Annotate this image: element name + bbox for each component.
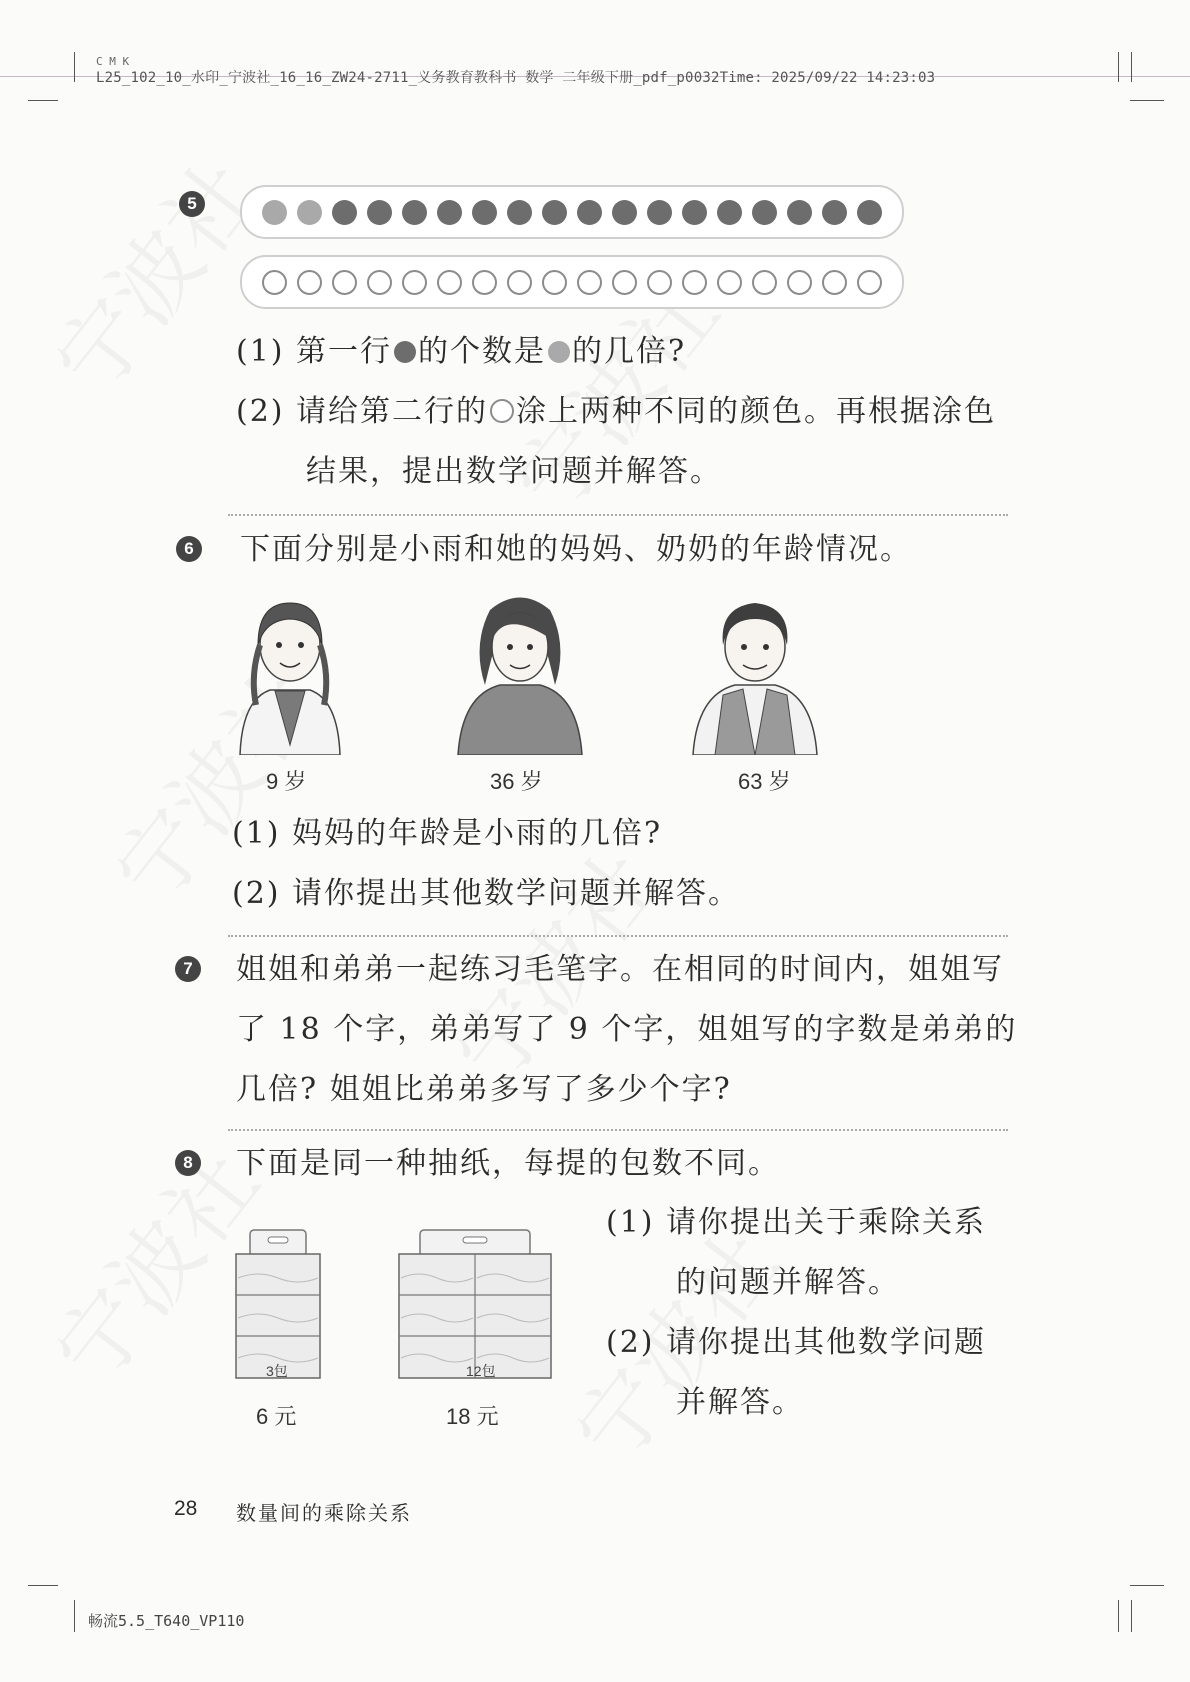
crop-mark — [1131, 1600, 1132, 1632]
problem-number-badge: 8 — [175, 1150, 201, 1176]
print-header-code: L25_102_10_水印_宁波社_16_16_ZW24-2711_义务教育教科书 数学 二年级下册_pdf_p0032Time: 2025/09/22 14:23:03 — [96, 70, 936, 86]
crop-mark — [28, 1585, 58, 1586]
age-label: 9 岁 — [266, 769, 307, 794]
empty-circle — [647, 270, 672, 295]
crop-mark — [1130, 100, 1164, 101]
tissue-pack-small-icon — [228, 1228, 328, 1380]
empty-circle — [717, 270, 742, 295]
empty-circle — [612, 270, 637, 295]
empty-circle — [752, 270, 777, 295]
dot-row-empty — [240, 255, 904, 309]
empty-circle — [332, 270, 357, 295]
crop-mark — [28, 100, 58, 101]
empty-circle — [262, 270, 287, 295]
empty-circle — [822, 270, 847, 295]
problem5-question-2-cont: 结果，提出数学问题并解答。 — [306, 454, 722, 489]
problem-number-badge: 6 — [176, 536, 202, 562]
question-text: (1) 第一行 — [236, 334, 393, 369]
problem8-question-1: (1) 请你提出关于乘除关系 — [606, 1205, 987, 1240]
pack-count-label: 3包 — [266, 1363, 288, 1379]
light-dot — [262, 200, 287, 225]
empty-circle — [682, 270, 707, 295]
dark-dot — [857, 200, 882, 225]
empty-circle-icon — [490, 399, 514, 423]
dark-dot — [717, 200, 742, 225]
dark-dot — [332, 200, 357, 225]
dark-dot — [542, 200, 567, 225]
dark-dot — [367, 200, 392, 225]
light-dot-icon — [548, 341, 570, 363]
dark-dot — [787, 200, 812, 225]
empty-circle — [787, 270, 812, 295]
dark-dot — [822, 200, 847, 225]
question-text: 涂上两种不同的颜色。再根据涂色 — [516, 394, 997, 429]
dark-dot — [507, 200, 532, 225]
dark-dot — [437, 200, 462, 225]
empty-circle — [472, 270, 497, 295]
problem6-question-1: (1) 妈妈的年龄是小雨的几倍? — [232, 816, 663, 851]
crop-mark — [1131, 52, 1132, 82]
problem7-line: 几倍? 姐姐比弟弟多写了多少个字? — [236, 1072, 732, 1107]
question-text: (2) 请给第二行的 — [236, 394, 489, 429]
dot-row-filled — [240, 185, 904, 239]
grandmother-icon — [685, 585, 825, 755]
problem6-intro: 下面分别是小雨和她的妈妈、奶奶的年龄情况。 — [240, 532, 912, 567]
dark-dot — [612, 200, 637, 225]
dark-dot — [752, 200, 777, 225]
dark-dot — [682, 200, 707, 225]
dark-dot — [402, 200, 427, 225]
price-label: 6 元 — [256, 1404, 297, 1429]
empty-circle — [402, 270, 427, 295]
price-label: 18 元 — [446, 1404, 499, 1429]
empty-circle — [507, 270, 532, 295]
section-title: 数量间的乘除关系 — [236, 1501, 412, 1525]
question-text: 的几倍? — [572, 334, 687, 369]
problem7-line: 了 18 个字，弟弟写了 9 个字，姐姐写的字数是弟弟的 — [236, 1012, 1018, 1047]
crop-mark — [1118, 52, 1119, 82]
empty-circle — [857, 270, 882, 295]
empty-circle — [437, 270, 462, 295]
empty-circle — [577, 270, 602, 295]
problem-number-badge: 5 — [179, 191, 205, 217]
crop-mark — [1130, 1585, 1164, 1586]
age-label: 36 岁 — [490, 769, 543, 794]
problem5-question-2 — [236, 392, 996, 432]
dark-dot — [647, 200, 672, 225]
tissue-pack-large-icon — [395, 1228, 555, 1380]
girl-icon — [230, 585, 350, 755]
dark-dot-icon — [394, 341, 416, 363]
problem8-intro: 下面是同一种抽纸，每提的包数不同。 — [236, 1146, 780, 1181]
dark-dot — [577, 200, 602, 225]
section-divider — [228, 514, 1008, 516]
page-number: 28 — [174, 1497, 198, 1520]
section-divider — [228, 1129, 1008, 1131]
light-dot — [297, 200, 322, 225]
crop-mark — [74, 1600, 75, 1632]
problem8-question-1-cont: 的问题并解答。 — [676, 1265, 900, 1300]
empty-circle — [542, 270, 567, 295]
problem5-question-1 — [236, 332, 686, 372]
problem8-question-2: (2) 请你提出其他数学问题 — [606, 1325, 987, 1360]
problem-number-badge: 7 — [175, 956, 201, 982]
mother-icon — [450, 585, 590, 755]
print-cmk-label: C M K — [96, 55, 130, 68]
question-text: 的个数是 — [418, 334, 547, 369]
problem8-question-2-cont: 并解答。 — [676, 1385, 804, 1420]
empty-circle — [297, 270, 322, 295]
age-label: 63 岁 — [738, 769, 791, 794]
crop-mark — [1118, 1600, 1119, 1632]
pack-count-label: 12包 — [466, 1363, 496, 1379]
problem7-line: 姐姐和弟弟一起练习毛笔字。在相同的时间内，姐姐写 — [236, 952, 1004, 987]
print-footer-code: 畅流5.5_T640_VP110 — [88, 1612, 245, 1630]
empty-circle — [367, 270, 392, 295]
crop-mark — [74, 52, 75, 82]
section-divider — [228, 935, 1008, 937]
dark-dot — [472, 200, 497, 225]
problem6-question-2: (2) 请你提出其他数学问题并解答。 — [232, 876, 741, 911]
